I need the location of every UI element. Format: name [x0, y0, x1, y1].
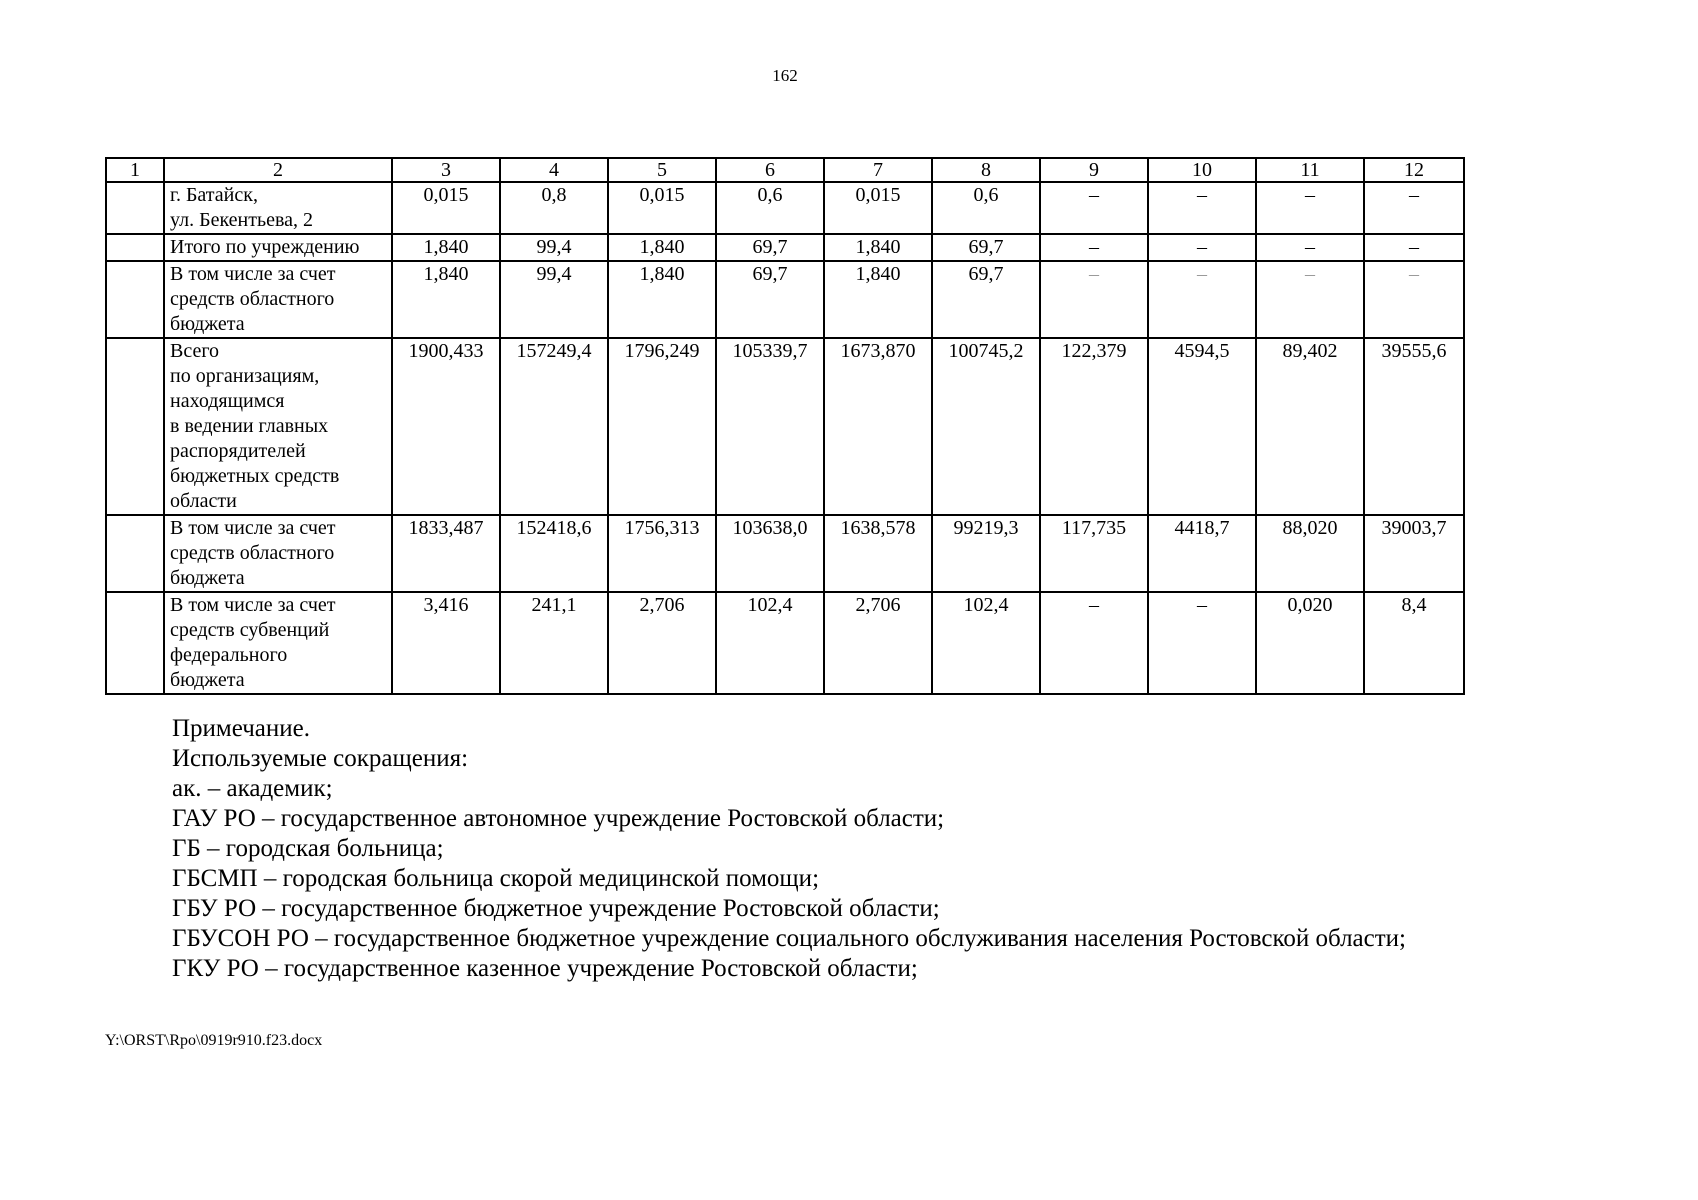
value-cell: –	[1148, 234, 1256, 261]
description-line: в ведении главных	[170, 415, 329, 437]
value-cell: 2,706	[608, 592, 716, 694]
value-cell: 99,4	[500, 261, 608, 338]
note-line: ГБСМП – городская больница скорой медицинской помощи;	[172, 865, 820, 892]
value-cell: –	[1364, 234, 1464, 261]
description-line: Итого по учреждению	[170, 236, 360, 258]
column-number-header: 6	[716, 158, 824, 182]
value-cell: 8,4	[1364, 592, 1464, 694]
value-cell: 102,4	[932, 592, 1040, 694]
value-cell: –	[1040, 182, 1148, 234]
value-cell: 99,4	[500, 234, 608, 261]
description-line: В том числе за счет	[170, 594, 336, 616]
description-line: по организациям,	[170, 365, 320, 387]
column-number-header: 3	[392, 158, 500, 182]
value-cell: 39003,7	[1364, 515, 1464, 592]
note-line: Примечание.	[172, 715, 311, 742]
value-cell: –	[1040, 592, 1148, 694]
value-cell: 0,015	[824, 182, 932, 234]
value-cell: 0,015	[608, 182, 716, 234]
value-cell: 241,1	[500, 592, 608, 694]
value-cell: 69,7	[932, 261, 1040, 338]
table-row	[106, 338, 1464, 515]
column-number-header: 10	[1148, 158, 1256, 182]
notes-section	[105, 714, 1463, 984]
column-number-header: 4	[500, 158, 608, 182]
value-cell: 4418,7	[1148, 515, 1256, 592]
value-cell: 1,840	[824, 234, 932, 261]
row-description-cell	[164, 182, 392, 234]
row-number-cell	[106, 338, 164, 515]
column-number-header: 7	[824, 158, 932, 182]
description-line: федерального	[170, 644, 288, 666]
description-line: бюджета	[170, 313, 245, 335]
row-description-cell	[164, 592, 392, 694]
table-row	[106, 515, 1464, 592]
column-number-header: 12	[1364, 158, 1464, 182]
value-cell: 0,8	[500, 182, 608, 234]
value-cell: 39555,6	[1364, 338, 1464, 515]
description-line: бюджета	[170, 669, 245, 691]
column-number-header: 11	[1256, 158, 1364, 182]
table-row	[106, 234, 1464, 261]
description-line: Всего	[170, 340, 220, 362]
value-cell: 1,840	[608, 261, 716, 338]
file-path-footer: Y:\ORST\Rpo\0919r910.f23.docx	[105, 1032, 323, 1049]
row-description-cell	[164, 234, 392, 261]
value-cell: –	[1364, 182, 1464, 234]
table-header-row	[106, 158, 1464, 182]
value-cell: 4594,5	[1148, 338, 1256, 515]
row-number-cell	[106, 515, 164, 592]
value-cell: 117,735	[1040, 515, 1148, 592]
row-number-cell	[106, 234, 164, 261]
value-cell: 152418,6	[500, 515, 608, 592]
value-cell: 0,6	[716, 182, 824, 234]
note-line: ГАУ РО – государственное автономное учреждение Ростовской области;	[172, 805, 945, 832]
description-line: В том числе за счет	[170, 517, 336, 539]
row-description-cell	[164, 261, 392, 338]
value-cell: –	[1040, 261, 1148, 338]
budget-table	[105, 157, 1465, 695]
table-row	[106, 592, 1464, 694]
value-cell: 1756,313	[608, 515, 716, 592]
value-cell: 69,7	[716, 234, 824, 261]
value-cell: 1,840	[824, 261, 932, 338]
description-line: находящимся	[170, 390, 285, 412]
description-line: бюджетных средств	[170, 465, 340, 487]
value-cell: 1796,249	[608, 338, 716, 515]
value-cell: 89,402	[1256, 338, 1364, 515]
value-cell: 0,015	[392, 182, 500, 234]
description-line: ул. Бекентьева, 2	[170, 209, 314, 231]
value-cell: 122,379	[1040, 338, 1148, 515]
note-line: ак. – академик;	[172, 775, 333, 802]
value-cell: 69,7	[932, 234, 1040, 261]
value-cell: 2,706	[824, 592, 932, 694]
note-line: ГКУ РО – государственное казенное учреждение Ростовской области;	[172, 955, 918, 982]
description-line: бюджета	[170, 567, 245, 589]
column-number-header: 2	[164, 158, 392, 182]
row-description-cell	[164, 338, 392, 515]
value-cell: –	[1256, 234, 1364, 261]
description-line: средств областного	[170, 542, 335, 564]
value-cell: 0,020	[1256, 592, 1364, 694]
row-number-cell	[106, 592, 164, 694]
value-cell: 157249,4	[500, 338, 608, 515]
value-cell: 3,416	[392, 592, 500, 694]
value-cell: 99219,3	[932, 515, 1040, 592]
note-line: ГБУ РО – государственное бюджетное учреждение Ростовской области;	[172, 895, 940, 922]
value-cell: 1,840	[608, 234, 716, 261]
description-line: средств субвенций	[170, 619, 330, 641]
description-line: области	[170, 490, 237, 512]
row-description-cell	[164, 515, 392, 592]
note-line: ГБ – городская больница;	[172, 835, 444, 862]
value-cell: –	[1148, 592, 1256, 694]
value-cell: 1833,487	[392, 515, 500, 592]
value-cell: 1900,433	[392, 338, 500, 515]
table-row	[106, 182, 1464, 234]
description-line: г. Батайск,	[170, 184, 258, 206]
value-cell: 102,4	[716, 592, 824, 694]
value-cell: 100745,2	[932, 338, 1040, 515]
column-number-header: 5	[608, 158, 716, 182]
value-cell: 103638,0	[716, 515, 824, 592]
column-number-header: 8	[932, 158, 1040, 182]
description-line: средств областного	[170, 288, 335, 310]
value-cell: –	[1256, 182, 1364, 234]
value-cell: 1673,870	[824, 338, 932, 515]
note-line: ГБУСОН РО – государственное бюджетное учреждение социального обслуживания населения Ростовской области;	[172, 925, 1406, 952]
value-cell: 88,020	[1256, 515, 1364, 592]
value-cell: 1,840	[392, 234, 500, 261]
column-number-header: 9	[1040, 158, 1148, 182]
row-number-cell	[106, 182, 164, 234]
value-cell: 0,6	[932, 182, 1040, 234]
value-cell: –	[1256, 261, 1364, 338]
value-cell: –	[1364, 261, 1464, 338]
value-cell: –	[1040, 234, 1148, 261]
value-cell: 1,840	[392, 261, 500, 338]
table-row	[106, 261, 1464, 338]
value-cell: 1638,578	[824, 515, 932, 592]
page-number: 162	[772, 66, 798, 85]
value-cell: 69,7	[716, 261, 824, 338]
column-number-header: 1	[106, 158, 164, 182]
value-cell: –	[1148, 182, 1256, 234]
note-line: Используемые сокращения:	[172, 745, 469, 772]
description-line: В том числе за счет	[170, 263, 336, 285]
row-number-cell	[106, 261, 164, 338]
description-line: распорядителей	[170, 440, 306, 462]
value-cell: 105339,7	[716, 338, 824, 515]
value-cell: –	[1148, 261, 1256, 338]
